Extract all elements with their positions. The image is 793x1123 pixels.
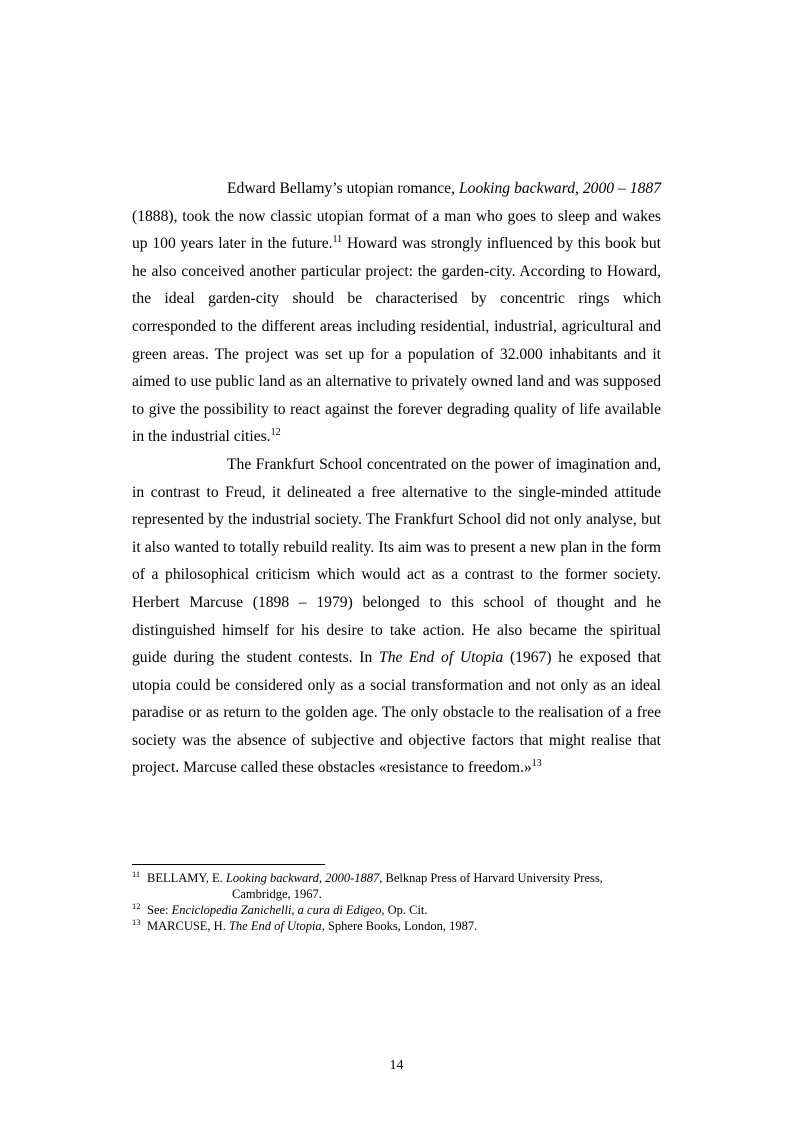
book-title: Looking backward, 2000 – 1887	[458, 180, 661, 197]
footnote: 13 MARCUSE, H. The End of Utopia, Sphere Books, London, 1987.	[132, 917, 478, 933]
footnote-continuation: Cambridge, 1967.	[232, 887, 322, 901]
body-text	[132, 175, 661, 782]
footnotes	[132, 870, 672, 934]
page-number: 14	[389, 1058, 404, 1073]
paragraph: The Frankfurt School concentrated on the power of imagination and, in contrast to Freud, it delineated a free alternative to the single-minded attitude represented by the industrial society. The Frankfurt School did not only analyse, but it also wanted to totally rebuild reality. Its aim was to present a new plan in the form of a philosophical criticism which would act as a contrast to the former society. Herbert Marcuse (1898 – 1979) belonged to this school of thought and he distinguished himself for his desire to take action. He also became the spiritual guide during the student contests. In The End of Utopia (1967) he exposed that utopia could be considered only as a social transformation and not only as an ideal paradise or as return to the golden age. The only obstacle to the realisation of a free society was the absence of subjective and objective factors that might realise that project. Marcuse called these obstacles «resistance to freedom.»$^{13}$	[132, 455, 661, 777]
footnote: 12 See: Enciclopedia Zanichelli, a cura di Edigeo, Op. Cit.	[132, 901, 428, 917]
footnote-reference: 13	[531, 758, 542, 770]
paragraph: Edward Bellamy’s utopian romance, Looking backward, 2000 – 1887 (1888), took the now classic utopian format of a man who goes to sleep and wakes up 100 years later in the future.$^{11}$ Howard was strongly influenced by this book but he also conceived another particular project: the garden-city. According to Howard, the ideal garden-city should be characterised by concentric rings which corresponded to the different areas including residential, industrial, agricultural and green areas. The project was set up for a population of 32.000 inhabitants and it aimed to use public land as an alternative to privately owned land and was supposed to give the possibility to react against the forever degrading quality of life available in the industrial cities.$^{12}$	[132, 180, 661, 446]
footnote-reference: 12	[270, 427, 281, 439]
footnote-reference: 11	[332, 234, 343, 246]
book-title: The End of Utopia	[379, 649, 504, 667]
footnote: 11 BELLAMY, E. Looking backward, 2000-1887, Belknap Press of Harvard University Press,	[132, 869, 603, 885]
footnote-separator	[132, 864, 325, 865]
